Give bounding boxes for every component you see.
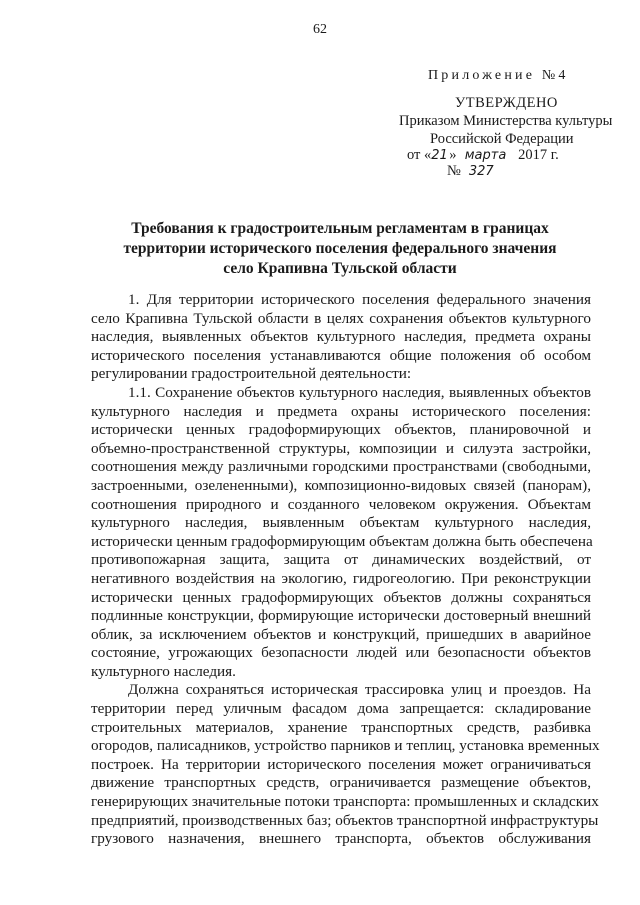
title-line: территории исторического поселения федерального значения: [123, 240, 557, 257]
text-line: предприятий, производственных баз; объектов транспортной инфраструктуры: [91, 811, 599, 829]
text-line: наследия, выявленных объектов культурного наследия, предмета охраны: [91, 328, 591, 346]
text-line: строительных материалов, хранение транспортных средств, разбивка: [91, 718, 591, 736]
paragraph-2: [91, 384, 591, 682]
text-line: исторического поселения устанавливаются общие положения об особом: [91, 346, 591, 364]
text-line: Должна сохраняться историческая трассировка улиц и проездов. На: [128, 681, 591, 699]
number-prefix: №: [447, 163, 461, 179]
title-line: село Крапивна Тульской области: [223, 260, 457, 277]
text-line: подлинные конструкции, формирующие исторически достоверный внешний: [91, 607, 591, 625]
date-prefix: от «: [407, 147, 432, 163]
appendix-label: Приложение №4: [428, 68, 569, 83]
approved-heading: УТВЕРЖДЕНО: [455, 95, 558, 111]
text-line: исторически ценных градоформирующих объектов должны сохраняться: [91, 588, 591, 606]
text-line: 1.1. Сохранение объектов культурного наследия, выявленных объектов: [128, 383, 591, 401]
date-year: 2017 г.: [518, 147, 559, 163]
text-line: 1. Для территории исторического поселения федерального значения: [128, 291, 591, 308]
text-line: построек. На территории исторического поселения может ограничиваться: [91, 755, 591, 773]
paragraph-1: [91, 291, 591, 384]
text-line: культурного наследия.: [91, 662, 236, 680]
paragraph-3: [91, 681, 600, 848]
handwritten-day: 21: [431, 148, 448, 163]
text-line: соотношения природного и созданного человеком окружения. Объектам: [91, 495, 591, 513]
text-line: движение транспортных средств, ограничивается размещение объектов,: [91, 774, 591, 792]
text-line: соотношения между различными городскими пространствами (свободными,: [91, 458, 591, 476]
text-line: огородов, палисадников, устройство парников и теплиц, установка временных: [91, 737, 600, 755]
document-title: [100, 219, 580, 279]
text-line: территории перед уличным фасадом дома запрещается: складирование: [91, 700, 591, 718]
order-line-2: Российской Федерации: [430, 131, 574, 147]
text-line: застроенными, озелененными), композиционно-видовых связей (панорам),: [91, 476, 591, 494]
order-number: [447, 163, 494, 180]
order-line-1: Приказом Министерства культуры: [399, 113, 613, 129]
text-line: облик, за исключением объектов и конструкций, пришедших в аварийное: [91, 625, 591, 643]
document-body: [91, 291, 600, 849]
text-line: генерирующих значительные потоки транспорта: промышленных и складских: [91, 793, 599, 811]
text-line: культурного наследия, выявленным объектам культурного наследия,: [91, 514, 591, 532]
text-line: культурного наследия и предмета охраны исторического поселения:: [91, 402, 591, 420]
text-line: негативного воздействия на экологию, гидрогеологию. При реконструкции: [91, 569, 591, 587]
text-line: объемно-пространственной структуры, композиции и силуэта застройки,: [91, 439, 591, 457]
handwritten-number: 327: [468, 164, 494, 179]
text-line: грузового назначения, внешнего транспорта, объектов обслуживания: [91, 830, 591, 848]
text-line: село Крапивна Тульской области в целях сохранения объектов культурного: [91, 309, 591, 327]
text-line: исторически ценным градоформирующим объектам должна быть обеспечена: [91, 532, 593, 550]
text-line: исторически ценных градоформирующих объектов, планировочной и: [91, 421, 591, 439]
order-date: [407, 147, 559, 164]
handwritten-month: марта: [464, 148, 507, 163]
text-line: состояние, угрожающих безопасности людей или безопасности объектов: [91, 644, 591, 662]
date-mid: »: [449, 147, 457, 163]
text-line: противопожарная защита, защита от динамических воздействий, от: [91, 551, 591, 569]
page-number: 62: [313, 22, 327, 37]
title-line: Требования к градостроительным регламентам в границах: [131, 220, 549, 237]
text-line: регулировании градостроительной деятельности:: [91, 365, 412, 383]
